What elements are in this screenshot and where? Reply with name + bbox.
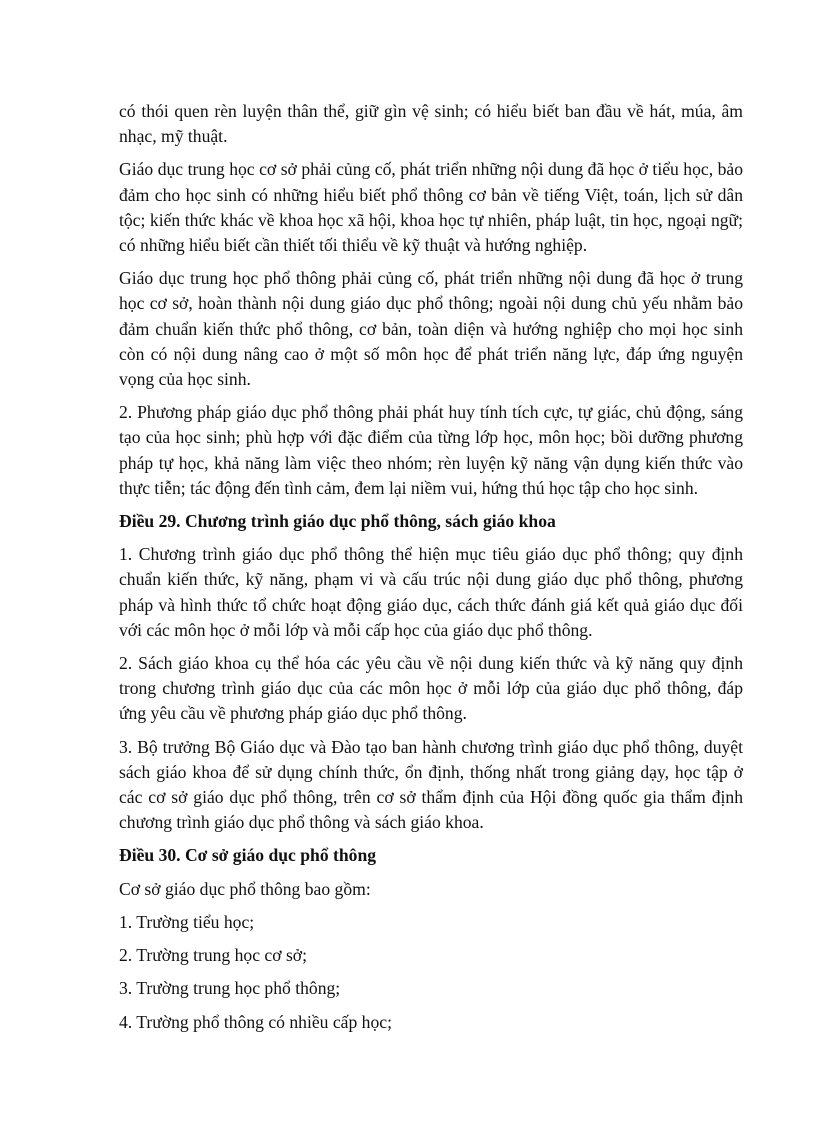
article-29-heading: Điều 29. Chương trình giáo dục phổ thông, sách giáo khoa [119, 511, 556, 532]
article-29-clause-1: 1. Chương trình giáo dục phổ thông thể hiện mục tiêu giáo dục phổ thông; quy định chuẩn kiến thức, kỹ năng, phạm vi và cấu trúc nội dung giáo dục phổ thông, phương pháp và hình thức tổ chức hoạt động giáo dục, cách thức đánh giá kết quả giáo dục đối với các môn học ở mỗi lớp và mỗi cấp học của giáo dục phổ thông. [119, 544, 743, 640]
paragraph-arts-hygiene: có thói quen rèn luyện thân thể, giữ gìn vệ sinh; có hiểu biết ban đầu về hát, múa, âm nhạc, mỹ thuật. [119, 101, 743, 147]
article-30-heading: Điều 30. Cơ sở giáo dục phổ thông [119, 845, 377, 866]
paragraph-upper-secondary: Giáo dục trung học phổ thông phải củng cố, phát triển những nội dung đã học ở trung học cơ sở, hoàn thành nội dung giáo dục phổ thông; ngoài nội dung chủ yếu nhằm bảo đảm chuẩn kiến thức phổ thông, cơ bản, toàn diện và hướng nghiệp cho mọi học sinh còn có nội dung nâng cao ở một số môn học để phát triển năng lực, đáp ứng nguyện vọng của học sinh. [119, 268, 743, 390]
list-item: 2. Trường trung học cơ sở; [119, 945, 307, 966]
document-page [119, 99, 743, 1035]
list-item: 4. Trường phổ thông có nhiều cấp học; [119, 1011, 392, 1032]
article-29-clause-2: 2. Sách giáo khoa cụ thể hóa các yêu cầu về nội dung kiến thức và kỹ năng quy định trong chương trình giáo dục của các môn học ở mỗi lớp của giáo dục phổ thông, đáp ứng yêu cầu về phương pháp giáo dục phổ thông. [119, 653, 743, 724]
paragraph-teaching-methods: 2. Phương pháp giáo dục phổ thông phải phát huy tính tích cực, tự giác, chủ động, sáng tạo của học sinh; phù hợp với đặc điểm của từng lớp học, môn học; bồi dưỡng phương pháp tự học, khả năng làm việc theo nhóm; rèn luyện kỹ năng vận dụng kiến thức vào thực tiễn; tác động đến tình cảm, đem lại niềm vui, hứng thú học tập cho học sinh. [119, 402, 743, 498]
list-item: 3. Trường trung học phổ thông; [119, 978, 341, 999]
list-item: 1. Trường tiểu học; [119, 911, 255, 932]
article-29-clause-3: 3. Bộ trưởng Bộ Giáo dục và Đào tạo ban hành chương trình giáo dục phổ thông, duyệt sách giáo khoa để sử dụng chính thức, ổn định, thống nhất trong giảng dạy, học tập ở các cơ sở giáo dục phổ thông, trên cơ sở thẩm định của Hội đồng quốc gia thẩm định chương trình giáo dục phổ thông và sách giáo khoa. [119, 736, 743, 833]
paragraph-lower-secondary: Giáo dục trung học cơ sở phải củng cố, phát triển những nội dung đã học ở tiểu học, bảo đảm cho học sinh có những hiểu biết phổ thông cơ bản về tiếng Việt, toán, lịch sử dân tộc; kiến thức khác về khoa học xã hội, khoa học tự nhiên, pháp luật, tin học, ngoại ngữ; có những hiểu biết cần thiết tối thiểu về kỹ thuật và hướng nghiệp. [119, 159, 743, 256]
article-30-intro: Cơ sở giáo dục phổ thông bao gồm: [119, 878, 371, 899]
